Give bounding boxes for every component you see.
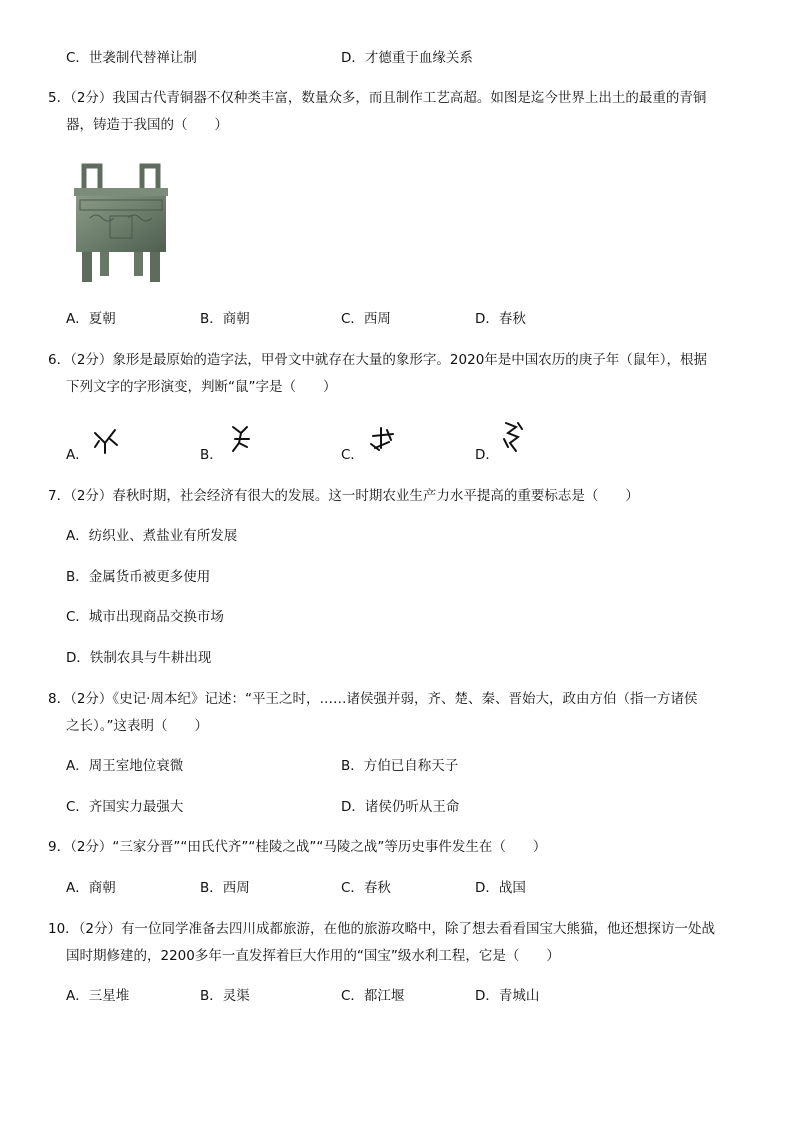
bronze-ding-vessel-image	[70, 158, 172, 284]
q9-stem-line-1: 9．（2分）“三家分晋”“田氏代齐”“桂陵之战”“马陵之战”等历史事件发生在（ ）	[48, 839, 547, 855]
q7-option-b[interactable]: B．金属货币被更多使用	[66, 569, 211, 585]
q8-stem-line-2: 之长）。”这表明（ ）	[66, 718, 208, 734]
q10-stem-line-1: 10．（2分）有一位同学准备去四川成都旅游，在他的旅游攻略中，除了想去看看国宝大熊猫，他还想探访一处战	[48, 921, 716, 937]
q10-option-d[interactable]: D．青城山	[475, 988, 540, 1004]
q5-option-c[interactable]: C．西周	[341, 311, 391, 327]
q4-option-c[interactable]: C．世袭制代替禅让制	[66, 50, 197, 66]
q8-option-a[interactable]: A．周王室地位衰微	[66, 758, 184, 774]
q8-option-b[interactable]: B．方伯已自称天子	[341, 758, 459, 774]
q6-option-b[interactable]: B．	[200, 447, 223, 463]
oracle-glyph-c-icon	[369, 426, 397, 452]
q7-stem-line-1: 7．（2分）春秋时期，社会经济有很大的发展。这一时期农业生产力水平提高的重要标志是（ ）	[48, 488, 639, 504]
q6-stem-line-1: 6．（2分）象形是最原始的造字法，甲骨文中就存在大量的象形字。2020年是中国农历的庚子年（鼠年），根据	[48, 352, 708, 368]
q5-option-a[interactable]: A．夏朝	[66, 311, 116, 327]
q6-option-a[interactable]: A．	[66, 447, 89, 463]
q10-option-c[interactable]: C．都江堰	[341, 988, 405, 1004]
q9-option-b[interactable]: B．西周	[200, 880, 250, 896]
q6-option-d[interactable]: D．	[475, 447, 499, 463]
q10-stem-line-2: 国时期修建的，2200多年一直发挥着巨大作用的“国宝”级水利工程，它是（ ）	[66, 948, 560, 964]
q5-stem-line-1: 5．（2分）我国古代青铜器不仅种类丰富，数量众多，而且制作工艺高超。如图是迄今世界上出土的最重的青铜	[48, 90, 707, 106]
q9-option-c[interactable]: C．春秋	[341, 880, 391, 896]
q8-option-c[interactable]: C．齐国实力最强大	[66, 799, 184, 815]
q9-option-a[interactable]: A．商朝	[66, 880, 116, 896]
oracle-glyph-d-icon	[502, 419, 524, 455]
q6-stem-line-2: 下列文字的字形演变，判断“鼠”字是（ ）	[66, 379, 337, 395]
q5-option-b[interactable]: B．商朝	[200, 311, 250, 327]
q9-option-d[interactable]: D．战国	[475, 880, 526, 896]
q10-option-b[interactable]: B．灵渠	[200, 988, 250, 1004]
q8-stem-line-1: 8．（2分）《史记·周本纪》记述：“平王之时，……诸侯强并弱，齐、楚、秦、晋始大，政由方伯（指一方诸侯	[48, 691, 698, 707]
q7-option-a[interactable]: A．纺织业、煮盐业有所发展	[66, 528, 238, 544]
q7-option-c[interactable]: C．城市出现商品交换市场	[66, 609, 224, 625]
oracle-glyph-a-icon	[93, 427, 119, 455]
q5-stem-line-2: 器，铸造于我国的（ ）	[66, 117, 228, 133]
q6-option-c[interactable]: C．	[341, 447, 364, 463]
q5-option-d[interactable]: D．春秋	[475, 311, 526, 327]
q8-option-d[interactable]: D．诸侯仍听从王命	[341, 799, 460, 815]
oracle-glyph-b-icon	[229, 423, 253, 453]
q7-option-d[interactable]: D．铁制农具与牛耕出现	[66, 650, 212, 666]
q10-option-a[interactable]: A．三星堆	[66, 988, 130, 1004]
q4-option-d[interactable]: D．才德重于血缘关系	[341, 50, 473, 66]
